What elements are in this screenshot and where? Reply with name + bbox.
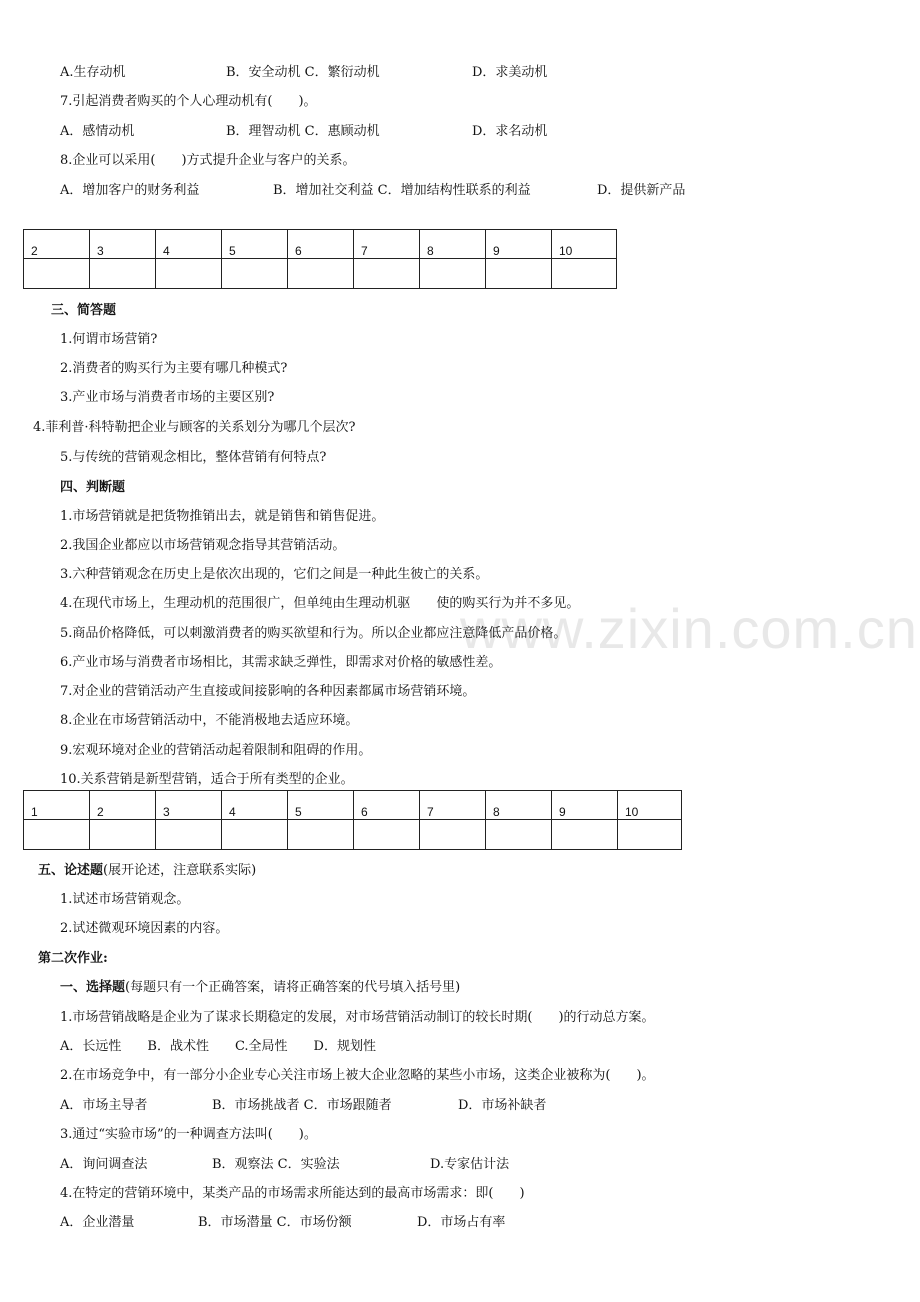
- short-answer-item: 3.产业市场与消费者市场的主要区别?: [60, 390, 275, 405]
- answer-table-1-header: 6: [288, 230, 354, 259]
- answer-cell[interactable]: [552, 259, 617, 289]
- hw2-section-note: (每题只有一个正确答案，请将正确答案的代号填入括号里): [125, 980, 461, 995]
- answer-cell[interactable]: [24, 820, 90, 850]
- judgment-item: 6.产业市场与消费者市场相比，其需求缺乏弹性，即需求对价格的敏感性差。: [60, 655, 502, 670]
- essay-item: 2.试述微观环境因素的内容。: [60, 921, 229, 936]
- answer-cell[interactable]: [156, 820, 222, 850]
- answer-cell[interactable]: [354, 820, 420, 850]
- answer-cell[interactable]: [222, 820, 288, 850]
- answer-table-2-header: 8: [486, 791, 552, 820]
- judgment-heading: 四、判断题: [60, 480, 126, 495]
- answer-table-2-header: 4: [222, 791, 288, 820]
- essay-heading: 五、论述题: [38, 863, 104, 878]
- answer-cell[interactable]: [288, 259, 354, 289]
- hw2-q2-option-d: D．市场补缺者: [458, 1098, 547, 1113]
- judgment-item: 3.六种营销观念在历史上是依次出现的，它们之间是一种此生彼亡的关系。: [60, 567, 489, 582]
- hw2-q4-option-bc: B．市场潜量 C．市场份额: [198, 1215, 352, 1230]
- answer-table-1-header: 9: [486, 230, 552, 259]
- answer-table-2-header: 10: [618, 791, 682, 820]
- judgment-item: 1.市场营销就是把货物推销出去，就是销售和销售促进。: [60, 509, 385, 524]
- answer-table-2-header: 7: [420, 791, 486, 820]
- q8-option-a: A．增加客户的财务利益: [60, 183, 200, 198]
- answer-table-2-header: 6: [354, 791, 420, 820]
- q7-option-d: D．求名动机: [472, 124, 548, 139]
- answer-cell[interactable]: [90, 259, 156, 289]
- hw2-q4-option-d: D．市场占有率: [417, 1215, 506, 1230]
- answer-cell[interactable]: [618, 820, 682, 850]
- answer-table-1-header-row: [24, 230, 617, 259]
- answer-table-1: [23, 229, 617, 289]
- short-answer-item: 4.菲利普·科特勒把企业与顾客的关系划分为哪几个层次?: [33, 420, 356, 435]
- judgment-item: 4.在现代市场上，生理动机的范围很广，但单纯由生理动机驱 使的购买行为并不多见。: [60, 596, 580, 611]
- essay-item: 1.试述市场营销观念。: [60, 892, 190, 907]
- answer-table-2-answer-row: [24, 820, 682, 850]
- answer-table-1-answer-row: [24, 259, 617, 289]
- answer-table-2-header: 3: [156, 791, 222, 820]
- answer-table-2-header: 9: [552, 791, 618, 820]
- short-answer-item: 1.何谓市场营销?: [60, 332, 158, 347]
- answer-table-2: [23, 790, 682, 850]
- hw2-q4-stem: 4.在特定的营销环境中，某类产品的市场需求所能达到的最高市场需求：即( ): [60, 1186, 525, 1201]
- essay-heading-note: (展开论述，注意联系实际): [103, 863, 257, 878]
- watermark: www.zixin.com.cn: [460, 597, 918, 660]
- answer-table-1-header: 2: [24, 230, 90, 259]
- answer-cell[interactable]: [486, 259, 552, 289]
- judgment-item: 10.关系营销是新型营销，适合于所有类型的企业。: [60, 772, 354, 787]
- hw2-q3-option-d: D.专家估计法: [430, 1157, 510, 1172]
- answer-table-2-header: 5: [288, 791, 354, 820]
- answer-table-1-header: 4: [156, 230, 222, 259]
- answer-cell[interactable]: [90, 820, 156, 850]
- judgment-item: 2.我国企业都应以市场营销观念指导其营销活动。: [60, 538, 346, 553]
- answer-cell[interactable]: [156, 259, 222, 289]
- short-answer-heading: 三、简答题: [51, 303, 117, 318]
- answer-cell[interactable]: [420, 259, 486, 289]
- judgment-item: 8.企业在市场营销活动中，不能消极地去适应环境。: [60, 713, 359, 728]
- answer-table-1-header: 3: [90, 230, 156, 259]
- answer-table-1-header: 10: [552, 230, 617, 259]
- q7-option-bc: B．理智动机 C．惠顾动机: [226, 124, 380, 139]
- hw2-section-line: [60, 980, 460, 996]
- answer-cell[interactable]: [354, 259, 420, 289]
- q8-option-d: D．提供新产品: [597, 183, 686, 198]
- q6-option-d: D．求美动机: [472, 65, 548, 80]
- answer-cell[interactable]: [288, 820, 354, 850]
- hw2-q1-options: A．长远性 B．战术性 C.全局性 D．规划性: [60, 1039, 376, 1054]
- hw2-q1-stem: 1.市场营销战略是企业为了谋求长期稳定的发展，对市场营销活动制订的较长时期( )的行动总方案。: [60, 1010, 655, 1025]
- hw2-q2-option-bc: B．市场挑战者 C．市场跟随者: [212, 1098, 392, 1113]
- answer-cell[interactable]: [552, 820, 618, 850]
- hw2-q2-option-a: A．市场主导者: [60, 1098, 148, 1113]
- hw2-q4-option-a: A．企业潜量: [60, 1215, 135, 1230]
- judgment-item: 9.宏观环境对企业的营销活动起着限制和阻碍的作用。: [60, 743, 372, 758]
- hw2-q2-stem: 2.在市场竞争中，有一部分小企业专心关注市场上被大企业忽略的某些小市场，这类企业被称为( )。: [60, 1068, 655, 1083]
- answer-table-1-header: 5: [222, 230, 288, 259]
- hw2-section-heading: 一、选择题: [60, 980, 126, 995]
- answer-cell[interactable]: [222, 259, 288, 289]
- hw2-q3-option-bc: B．观察法 C．实验法: [212, 1157, 340, 1172]
- judgment-item: 5.商品价格降低，可以刺激消费者的购买欲望和行为。所以企业都应注意降低产品价格。: [60, 626, 567, 641]
- answer-table-2-header-row: [24, 791, 682, 820]
- answer-table-2-header: 2: [90, 791, 156, 820]
- essay-heading-line: [38, 863, 256, 879]
- answer-cell[interactable]: [24, 259, 90, 289]
- q8-option-bc: B．增加社交利益 C．增加结构性联系的利益: [273, 183, 531, 198]
- hw2-q3-stem: 3.通过“实验市场”的一种调查方法叫( )。: [60, 1127, 317, 1142]
- answer-table-2-header: 1: [24, 791, 90, 820]
- answer-table-1-header: 7: [354, 230, 420, 259]
- q7-option-a: A．感情动机: [60, 124, 135, 139]
- short-answer-item: 5.与传统的营销观念相比，整体营销有何特点?: [60, 450, 327, 465]
- answer-cell[interactable]: [420, 820, 486, 850]
- q8-stem: 8.企业可以采用( )方式提升企业与客户的关系。: [60, 153, 356, 168]
- q6-option-a: A.生存动机: [60, 65, 126, 80]
- q6-option-bc: B．安全动机 C．繁衍动机: [226, 65, 380, 80]
- judgment-item: 7.对企业的营销活动产生直接或间接影响的各种因素都属市场营销环境。: [60, 684, 476, 699]
- hw2-title: 第二次作业:: [38, 951, 108, 966]
- q7-stem: 7.引起消费者购买的个人心理动机有( )。: [60, 94, 317, 109]
- answer-cell[interactable]: [486, 820, 552, 850]
- hw2-q3-option-a: A．询问调查法: [60, 1157, 148, 1172]
- short-answer-item: 2.消费者的购买行为主要有哪几种模式?: [60, 361, 288, 376]
- answer-table-1-header: 8: [420, 230, 486, 259]
